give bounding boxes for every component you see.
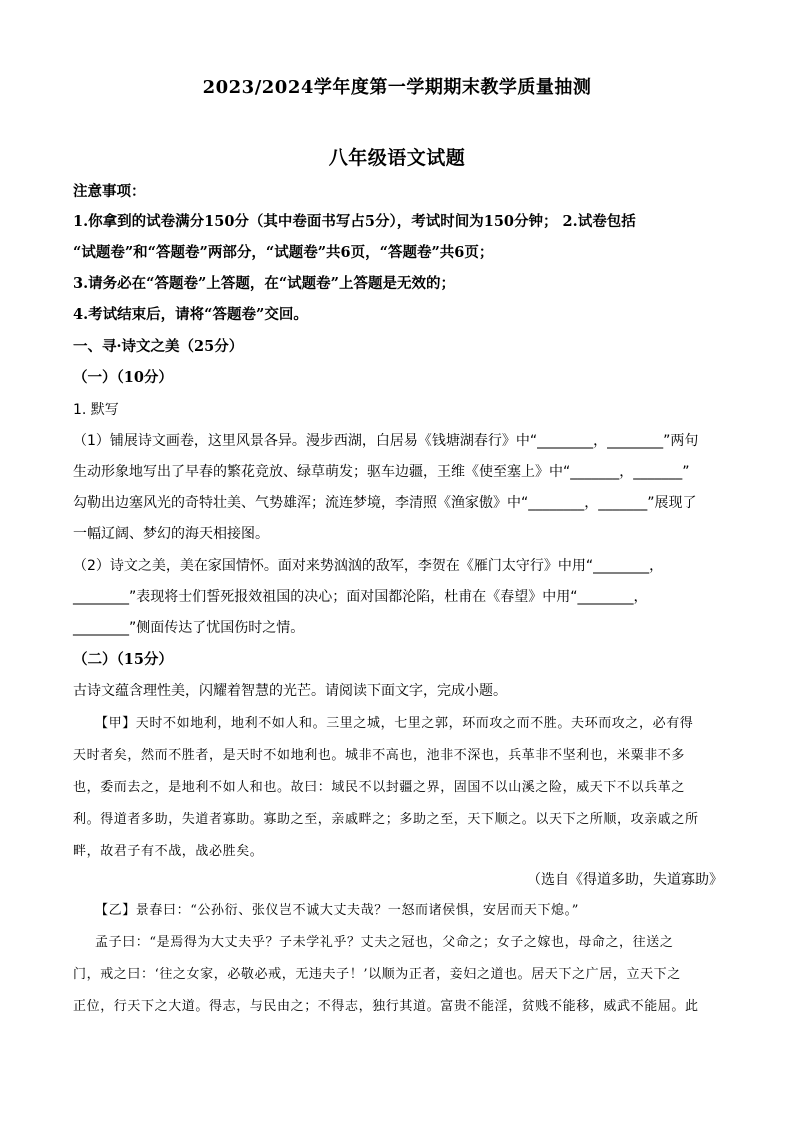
section-heading: 一、寻·诗文之美（25分）: [73, 338, 244, 355]
passage-line: 【乙】景春曰：“公孙衍、张仪岂不诚大丈夫哉？一怒而诸侯惧，安居而天下熄。”: [95, 903, 579, 918]
notice-heading: 注意事项：: [73, 183, 146, 200]
question-title: 1. 默写: [73, 402, 119, 418]
question-line: 生动形象地写出了早春的繁花竞放、绿草萌发；驱车边疆，王维《使至塞上》中“_______，_______”: [73, 464, 690, 480]
question-line: 一幅辽阔、梦幻的海天相接图。: [73, 526, 269, 542]
question-line: 勾勒出边塞风光的奇特壮美、气势雄浑；流连梦境，李清照《渔家傲》中“________，_______”展现了: [73, 495, 697, 511]
question-line: ________”侧面传达了忧国伤时之情。: [73, 620, 305, 636]
question-line: （1）铺展诗文画卷，这里风景各异。漫步西湖，白居易《钱塘湖春行》中“________，________”两句: [73, 433, 699, 449]
notice-line: 1.你拿到的试卷满分150分（其中卷面书写占5分），考试时间为150分钟； 2.试卷包括: [73, 213, 636, 230]
passage-line: 利。得道者多助，失道者寡助。寡助之至，亲戚畔之；多助之至，天下顺之。以天下之所顺，攻亲戚之所: [73, 812, 699, 827]
passage-line: 【甲】天时不如地利，地利不如人和。三里之城，七里之郭，环而攻之而不胜。夫环而攻之，必有得: [95, 716, 694, 731]
notice-line: “试题卷”和“答题卷”两部分，“试题卷”共6页，“答题卷”共6页；: [73, 244, 494, 261]
passage-line: 畔，故君子有不战，战必胜矣。: [73, 844, 264, 859]
question-line: （2）诗文之美，美在家国情怀。面对来势汹汹的敌军，李贺在《雁门太守行》中用“________，: [73, 558, 664, 574]
part-intro: 古诗文蕴含理性美，闪耀着智慧的光芒。请阅读下面文字，完成小题。: [73, 683, 507, 699]
passage-line: 也，委而去之，是地利不如人和也。故曰：域民不以封疆之界，固国不以山溪之险，威天下不以兵革之: [73, 780, 686, 795]
exam-subtitle: 八年级语文试题: [328, 147, 466, 169]
passage-line: 孟子曰：“是焉得为大丈夫乎？子未学礼乎？丈夫之冠也，父命之；女子之嫁也，母命之，往送之: [95, 935, 674, 950]
passage-line: 正位，行天下之大道。得志，与民由之；不得志，独行其道。富贵不能淫，贫贱不能移，威武不能屈。此: [73, 999, 699, 1014]
question-line: ________”表现将士们誓死报效祖国的决心；面对国都沦陷，杜甫在《春望》中用“________，: [73, 589, 648, 605]
passage-line: 天时者矣，然而不胜者，是天时不如地利也。城非不高也，池非不深也，兵革非不坚利也，米粟非不多: [73, 748, 686, 763]
notice-line: 4.考试结束后，请将“答题卷”交回。: [73, 306, 308, 323]
part-heading: （二）（15分）: [73, 651, 173, 668]
passage-line: 门，戒之曰：‘往之女家，必敬必戒，无违夫子！’以顺为正者，妾妇之道也。居天下之广居，立天下之: [73, 967, 681, 982]
notice-line: 3.请务必在“答题卷”上答题，在“试题卷”上答题是无效的；: [73, 275, 455, 292]
passage-source: （选自《得道多助，失道寡助》: [527, 872, 723, 888]
exam-title: 2023/2024学年度第一学期期末教学质量抽测: [202, 77, 592, 98]
part-heading: （一）（10分）: [73, 369, 173, 386]
